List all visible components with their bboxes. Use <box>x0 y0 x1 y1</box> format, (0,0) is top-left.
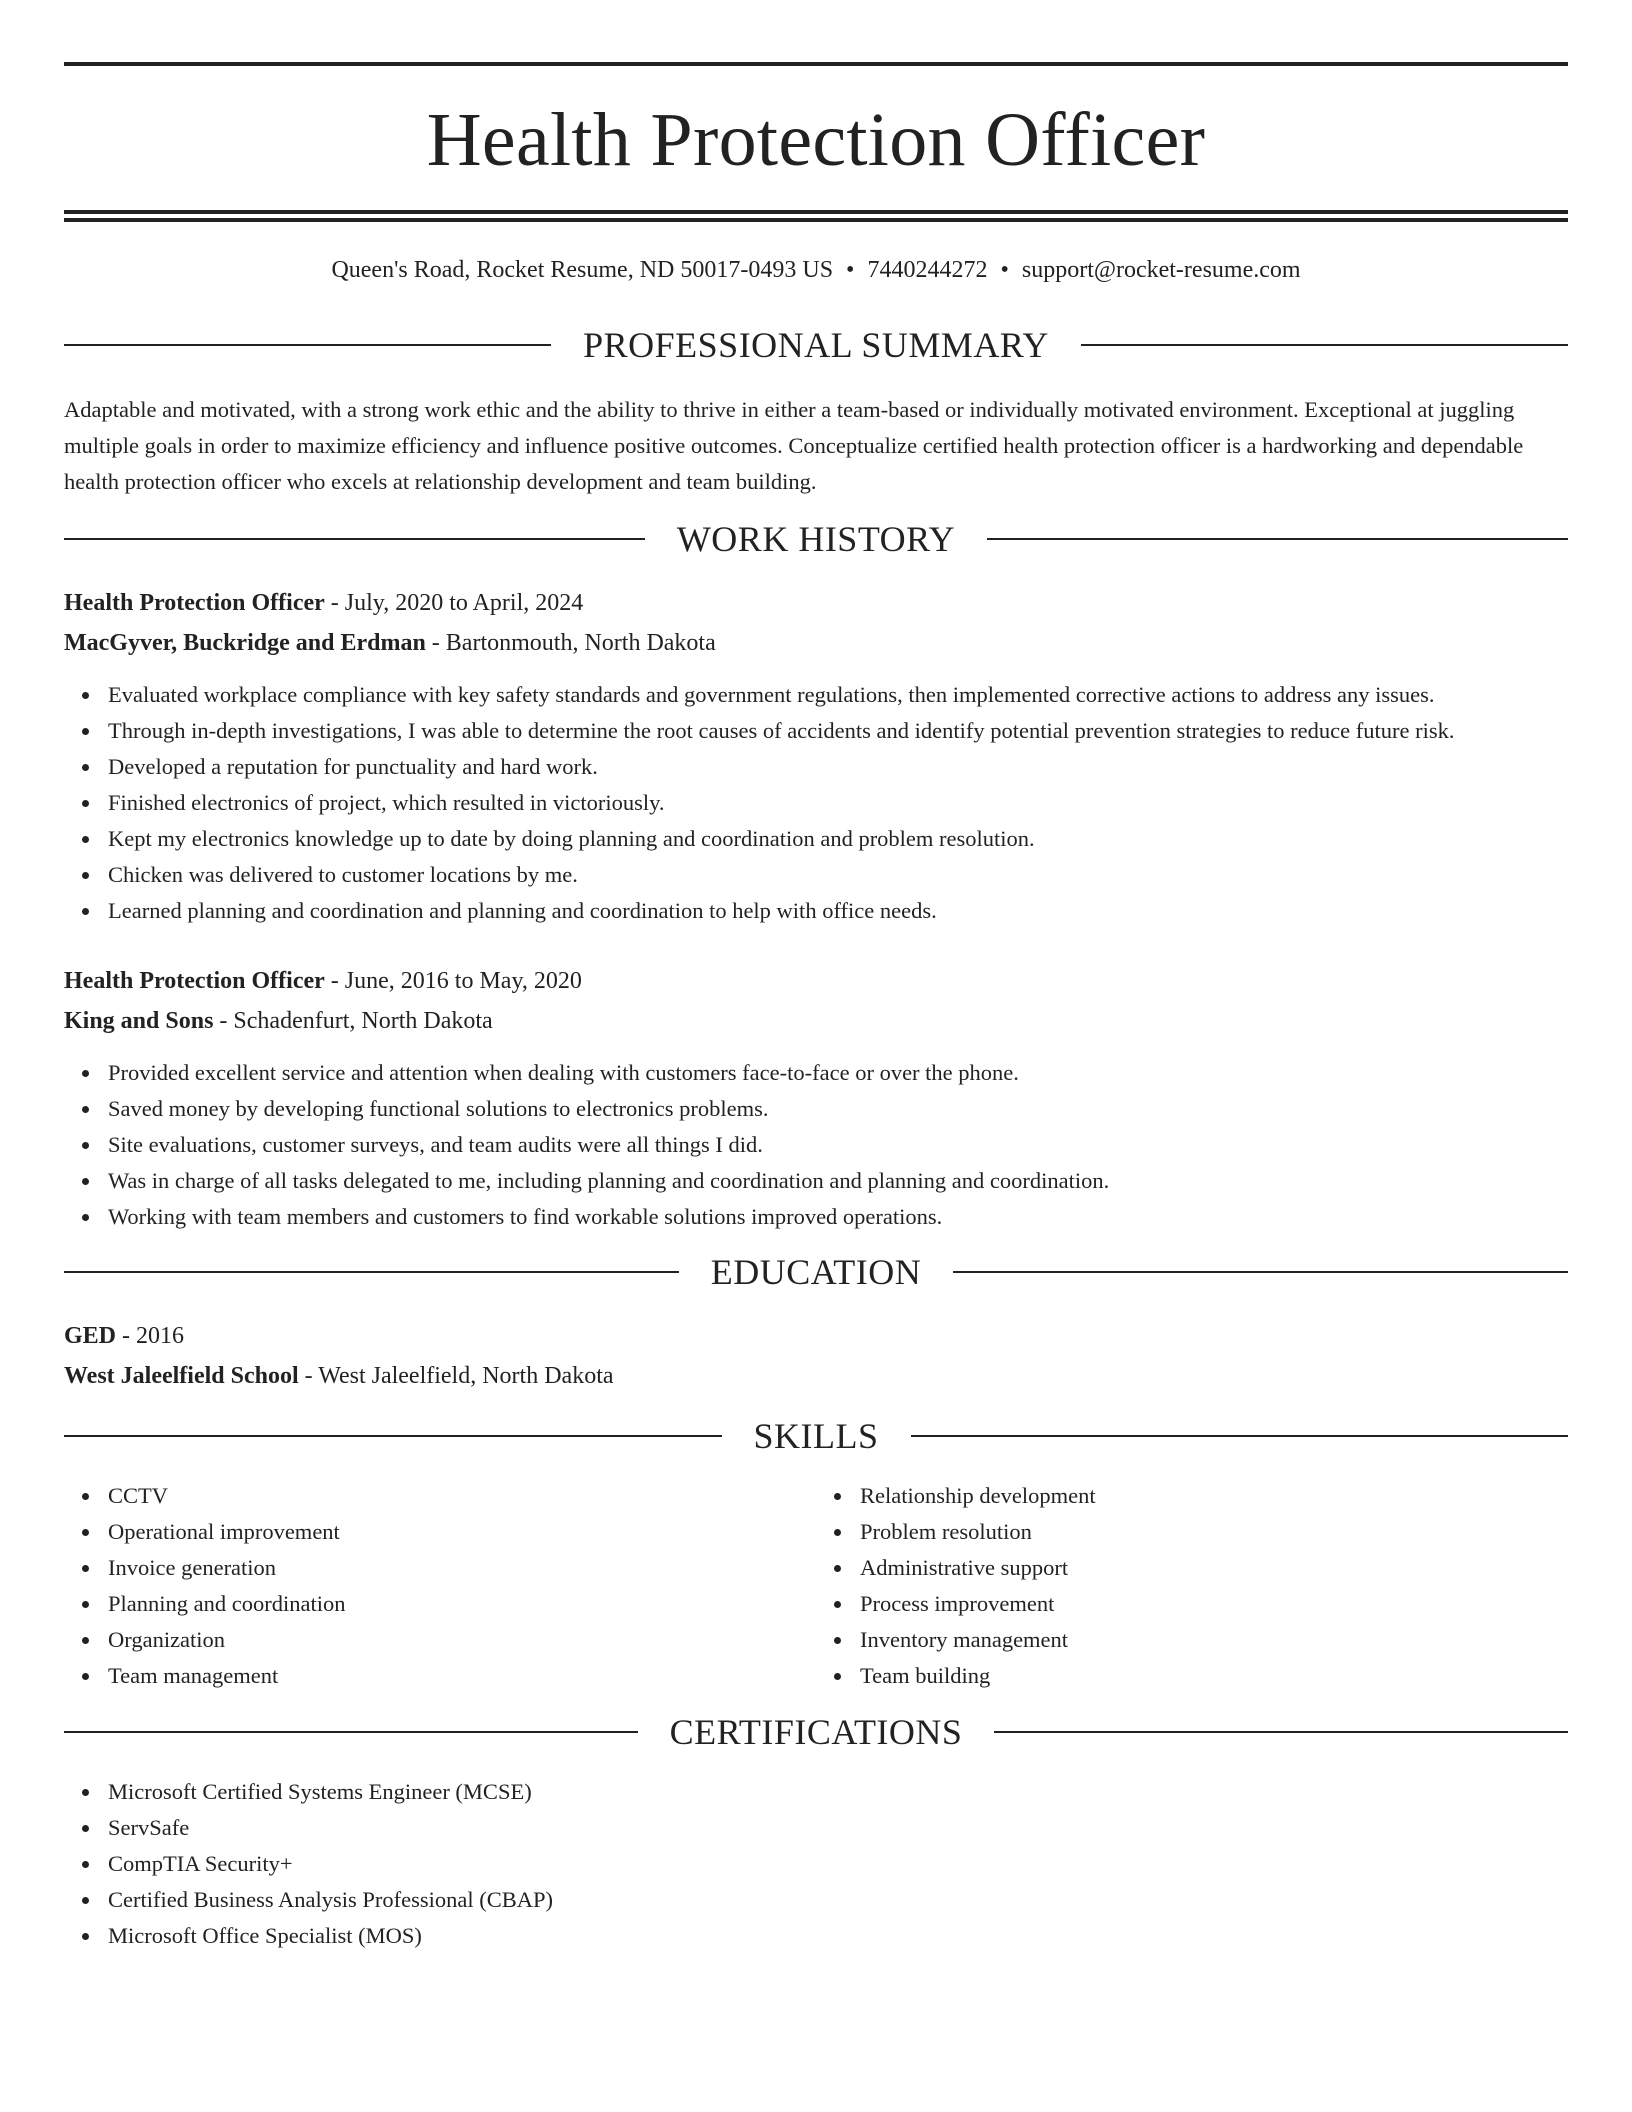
skills-grid <box>64 1478 1568 1694</box>
education-year: - 2016 <box>116 1323 185 1349</box>
list-item: Administrative support <box>860 1550 1568 1586</box>
top-rule <box>64 62 1568 66</box>
list-item: Chicken was delivered to customer locations by me. <box>108 857 1568 893</box>
education-entry <box>64 1316 1568 1396</box>
list-item: Through in-depth investigations, I was able to determine the root causes of accidents and identify potential prevention strategies to reduce future risk. <box>108 713 1568 749</box>
education-school-line <box>64 1356 1568 1396</box>
section-title-work-history: WORK HISTORY <box>64 521 1568 557</box>
job-company: King and Sons <box>64 1008 214 1034</box>
job-company-line <box>64 623 1568 663</box>
contact-line <box>64 258 1568 282</box>
education-degree-line <box>64 1316 1568 1356</box>
job-company: MacGyver, Buckridge and Erdman <box>64 630 426 656</box>
list-item: ServSafe <box>108 1810 1568 1846</box>
job-company-line <box>64 1001 1568 1041</box>
list-item: Problem resolution <box>860 1514 1568 1550</box>
list-item: Relationship development <box>860 1478 1568 1514</box>
contact-address: Queen's Road, Rocket Resume, ND 50017-0493 US <box>331 257 834 283</box>
section-title-certifications: CERTIFICATIONS <box>64 1714 1568 1750</box>
job-dates: - June, 2016 to May, 2020 <box>324 968 582 994</box>
list-item: CompTIA Security+ <box>108 1846 1568 1882</box>
job-location: - Bartonmouth, North Dakota <box>425 630 716 656</box>
job-entry <box>64 961 1568 1235</box>
list-item: Learned planning and coordination and planning and coordination to help with office needs. <box>108 893 1568 929</box>
job-title-line <box>64 961 1568 1001</box>
contact-separator: • <box>846 257 855 283</box>
list-item: Saved money by developing functional solutions to electronics problems. <box>108 1091 1568 1127</box>
certifications-list <box>64 1774 1568 1954</box>
job-entry <box>64 583 1568 929</box>
list-item: Evaluated workplace compliance with key safety standards and government regulations, then implemented corrective actions to address any issues. <box>108 677 1568 713</box>
list-item: Developed a reputation for punctuality and hard work. <box>108 749 1568 785</box>
list-item: Invoice generation <box>108 1550 816 1586</box>
job-dates: - July, 2020 to April, 2024 <box>324 590 584 616</box>
contact-separator: • <box>1000 257 1009 283</box>
double-rule <box>64 210 1568 222</box>
job-title: Health Protection Officer <box>64 590 325 616</box>
section-title-education: EDUCATION <box>64 1254 1568 1290</box>
job-location: - Schadenfurt, North Dakota <box>213 1008 493 1034</box>
skills-column-right <box>816 1478 1568 1694</box>
skills-column-left <box>64 1478 816 1694</box>
list-item: CCTV <box>108 1478 816 1514</box>
education-location: - West Jaleelfield, North Dakota <box>298 1363 614 1389</box>
summary-text: Adaptable and motivated, with a strong work ethic and the ability to thrive in either a team-based or individually motivated environment. Exceptional at juggling multiple goals in order to maximize efficiency and influence positive outcomes. Conceptualize certified health protection officer is a hardworking and dependable health protection officer who excels at relationship development and team building. <box>64 397 1524 494</box>
list-item: Site evaluations, customer surveys, and team audits were all things I did. <box>108 1127 1568 1163</box>
list-item: Was in charge of all tasks delegated to me, including planning and coordination and planning and coordination. <box>108 1163 1568 1199</box>
list-item: Operational improvement <box>108 1514 816 1550</box>
list-item: Planning and coordination <box>108 1586 816 1622</box>
job-bullets <box>64 1055 1568 1235</box>
job-title-line <box>64 583 1568 623</box>
list-item: Certified Business Analysis Professional (CBAP) <box>108 1882 1568 1918</box>
section-title-skills: SKILLS <box>64 1418 1568 1454</box>
list-item: Inventory management <box>860 1622 1568 1658</box>
list-item: Team building <box>860 1658 1568 1694</box>
list-item: Provided excellent service and attention when dealing with customers face-to-face or over the phone. <box>108 1055 1568 1091</box>
list-item: Organization <box>108 1622 816 1658</box>
contact-email: support@rocket-resume.com <box>1021 257 1301 283</box>
list-item: Microsoft Office Specialist (MOS) <box>108 1918 1568 1954</box>
list-item: Working with team members and customers to find workable solutions improved operations. <box>108 1199 1568 1235</box>
education-degree: GED <box>64 1323 117 1349</box>
section-title-summary: PROFESSIONAL SUMMARY <box>64 327 1568 363</box>
list-item: Finished electronics of project, which resulted in victoriously. <box>108 785 1568 821</box>
resume-name: Health Protection Officer <box>426 98 1206 182</box>
list-item: Kept my electronics knowledge up to date by doing planning and coordination and problem resolution. <box>108 821 1568 857</box>
list-item: Process improvement <box>860 1586 1568 1622</box>
list-item: Team management <box>108 1658 816 1694</box>
education-school: West Jaleelfield School <box>64 1363 299 1389</box>
list-item: Microsoft Certified Systems Engineer (MCSE) <box>108 1774 1568 1810</box>
job-bullets <box>64 677 1568 929</box>
job-title: Health Protection Officer <box>64 968 325 994</box>
contact-phone: 7440244272 <box>867 257 988 283</box>
